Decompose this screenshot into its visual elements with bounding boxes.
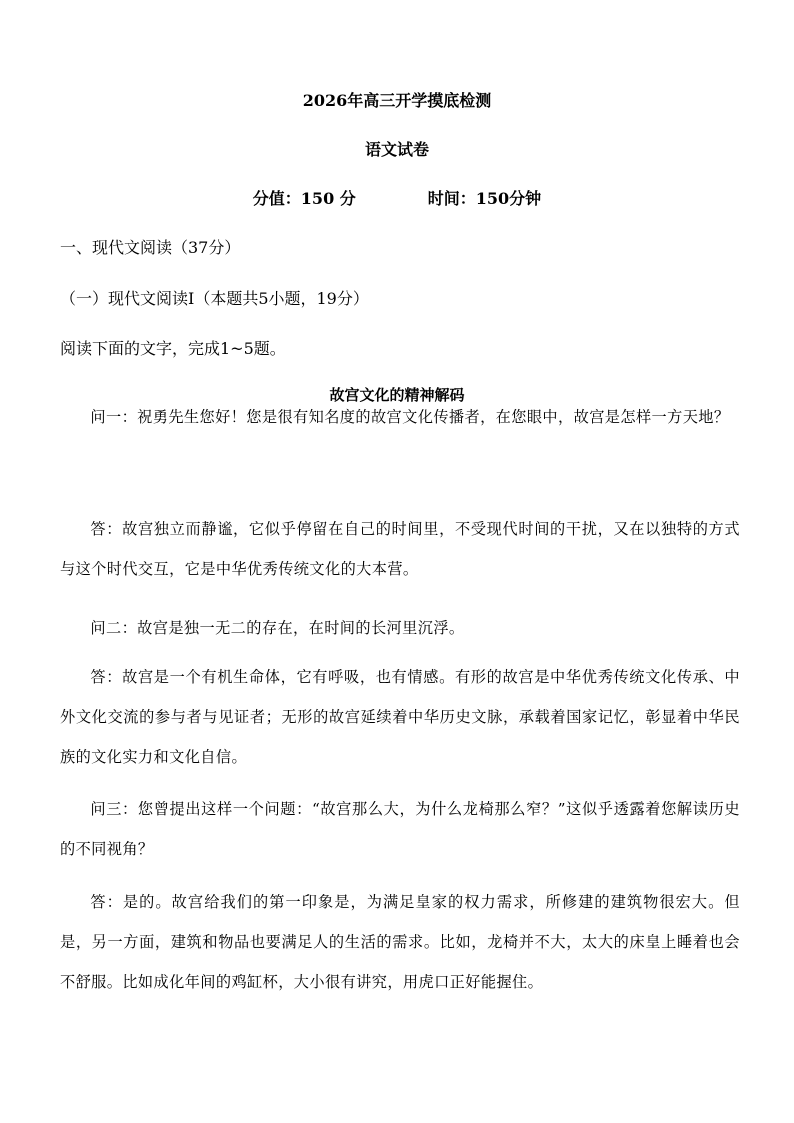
article-paragraph: 答：故宫独立而静谧，它似乎停留在自己的时间里，不受现代时间的干扰，又在以独特的方式与这个时代交互，它是中华优秀传统文化的大本营。 — [60, 520, 740, 578]
score-info: 分值：150 分 — [252, 189, 356, 208]
article-paragraph: 问二：故宫是独一无二的存在，在时间的长河里沉浮。 — [90, 619, 465, 637]
article-paragraph: 答：是的。故宫给我们的第一印象是，为满足皇家的权力需求，所修建的建筑物很宏大。但是，另一方面，建筑和物品也要满足人的生活的需求。比如，龙椅并不大，太大的床皇上睡着也会不舒服。比如成化年间的鸡缸杯，大小很有讲究，用虎口正好能握住。 — [60, 893, 740, 991]
exam-meta — [0, 186, 794, 209]
article-paragraph: 答：故宫是一个有机生命体，它有呼吸，也有情感。有形的故宫是中华优秀传统文化传承、中外文化交流的参与者与见证者；无形的故宫延续着中华历史文脉，承载着国家记忆，彰显着中华民族的文化实力和文化自信。 — [60, 668, 740, 766]
reading-instruction: 阅读下面的文字，完成1~5题。 — [60, 339, 286, 358]
subsection-heading: （一）现代文阅读Ⅰ（本题共5小题，19分） — [60, 289, 369, 308]
time-info: 时间：150分钟 — [427, 189, 542, 208]
exam-subject: 语文试卷 — [364, 140, 429, 159]
section-heading: 一、现代文阅读（37分） — [60, 238, 241, 257]
article-title: 故宫文化的精神解码 — [329, 386, 465, 404]
exam-title: 2026年高三开学摸底检测 — [302, 91, 492, 110]
article-paragraph: 问三：您曾提出这样一个问题：“故宫那么大，为什么龙椅那么窄？”这似乎透露着您解读历史的不同视角？ — [60, 800, 740, 858]
article-paragraph: 问一：祝勇先生您好！您是很有知名度的故宫文化传播者，在您眼中，故宫是怎样一方天地？ — [90, 408, 730, 426]
